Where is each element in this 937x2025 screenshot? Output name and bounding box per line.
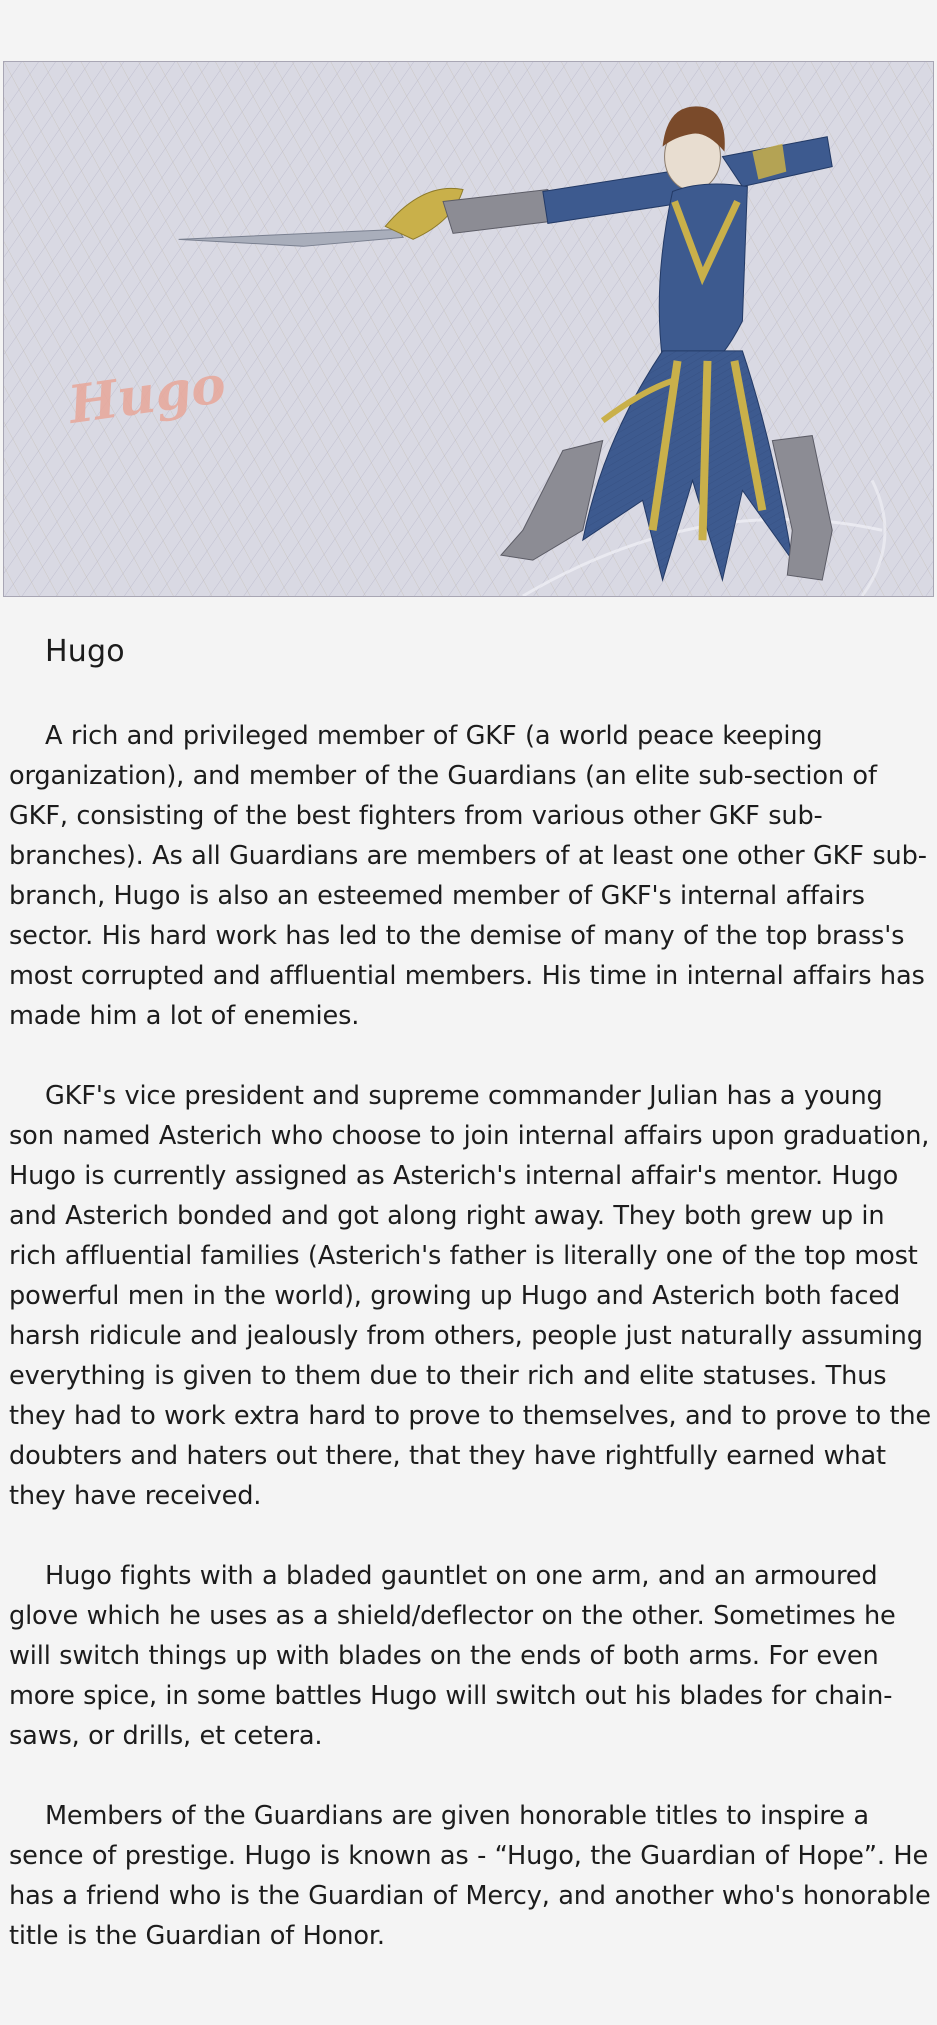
article xyxy=(9,632,931,1996)
paragraph: GKF's vice president and supreme commander Julian has a young son named Asterich who choose to join internal affairs upon graduation, Hugo is currently assigned as Asterich's internal affair's mentor. Hugo and Asterich bonded and got along right away. They both grew up in rich affluential families (Asterich's father is literally one of the top most powerful men in the world), growing up Hugo and Asterich both faced harsh ridicule and jealously from others, people just naturally assuming everything is given to them due to their rich and elite statuses. Thus they had to work extra hard to prove to themselves, and to prove to the doubters and haters out there, that they have rightfully earned what they have received. xyxy=(9,1081,932,1511)
paragraph: Hugo fights with a bladed gauntlet on one arm, and an armoured glove which he uses as a shield/deflector on the other. Sometimes he will switch things up with blades on the ends of both arms. For even more spice, in some battles Hugo will switch out his blades for chain-saws, or drills, et cetera. xyxy=(9,1561,896,1751)
article-title: Hugo xyxy=(45,634,125,669)
character-artwork xyxy=(3,61,934,597)
svg-text:Hugo: Hugo xyxy=(64,353,230,437)
paragraph: A rich and privileged member of GKF (a world peace keeping organization), and member of the Guardians (an elite sub-section of GKF, consisting of the best fighters from various other GKF sub-branches). As all Guardians are members of at least one other GKF sub-branch, Hugo is also an esteemed member of GKF's internal affairs sector. His hard work has led to the demise of many of the top brass's most corrupted and affluential members. His time in internal affairs has made him a lot of enemies. xyxy=(9,721,927,1031)
paragraph: Members of the Guardians are given honorable titles to inspire a sence of prestige. Hugo is known as - “Hugo, the Guardian of Hope”. He has a friend who is the Guardian of Mercy, and another who's honorable title is the Guardian of Honor. xyxy=(9,1801,931,1951)
